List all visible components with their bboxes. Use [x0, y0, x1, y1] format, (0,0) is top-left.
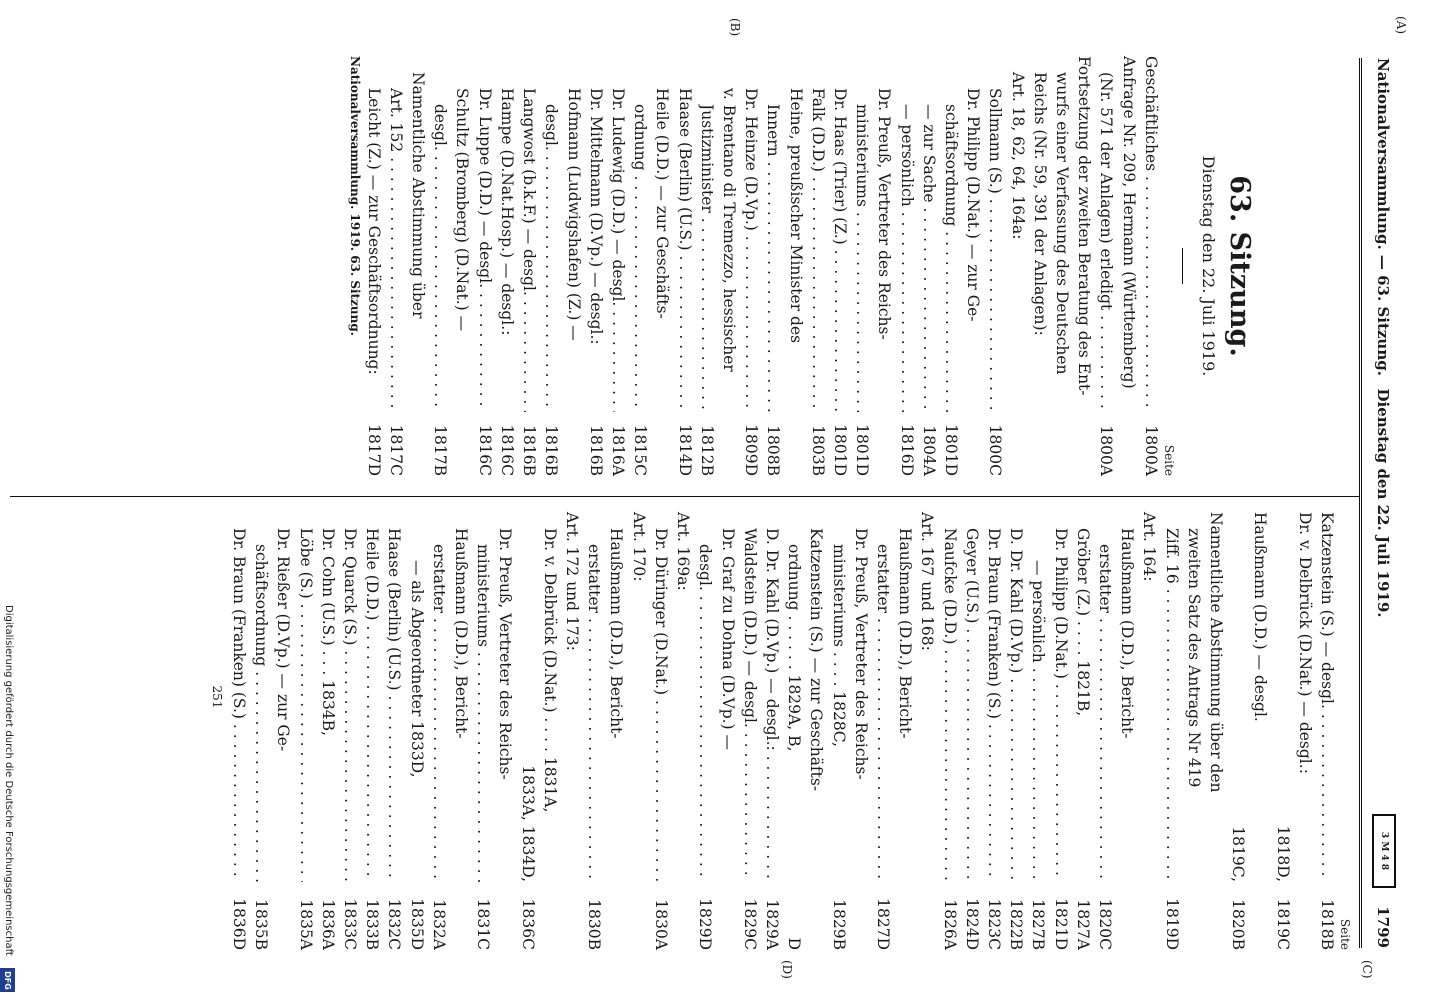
- toc-entry: Haußmann (D.D.), Bericht-: [607, 528, 626, 739]
- toc-entry: Dr. Philipp (D.Nat.) — zur Ge-: [964, 88, 983, 322]
- library-stamp: 3 M 4 8: [1372, 814, 1396, 888]
- toc-entry: Heile (D.D.) . . . 1833B: [361, 512, 383, 950]
- toc-entry: Geschäftliches . . . 1800A: [1140, 56, 1162, 476]
- toc-entry: Dr. Düringer (D.Nat.) . . . 1830A: [650, 512, 672, 950]
- footer-note: Nationalversammlung. 1919. 63. Sitzung.: [348, 56, 363, 336]
- toc-entry: ordnung . . . 1815C: [629, 56, 651, 476]
- marker-c: (C): [1360, 960, 1374, 979]
- toc-entry: Dr. Haas (Trier) (Z.) . . . 1801D: [829, 56, 851, 476]
- toc-entry: Katzenstein (S.) — desgl. . . . 1818B: [1316, 512, 1338, 950]
- toc-entry: Dr. v. Delbrück (D.Nat.) . . . . 1831A,: [540, 528, 559, 813]
- toc-entry: Hofmann (Ludwigshafen) (Z.) —: [564, 88, 583, 341]
- column-divider: [10, 496, 1360, 497]
- toc-entry: Falk (D.D.) . . . 1803B: [807, 56, 829, 476]
- toc-entry: Waldstein (D.D.) — desgl. . . . 1829C: [739, 512, 761, 950]
- toc-entry: Dr. Ludewig (D.D.) — desgl. . . . 1816A: [607, 56, 629, 476]
- toc-entry: erstatter . . . 1830B: [583, 512, 605, 950]
- running-header: [1362, 58, 1392, 948]
- left-column: [344, 56, 1352, 476]
- toc-entry: Haußmann (D.D.) — desgl.: [1251, 512, 1270, 722]
- toc-entry: desgl. . . . 1817B: [429, 56, 451, 476]
- toc-entry: 1818D, 1819C: [1273, 825, 1292, 950]
- toc-entry: Haußmann (D.D.), Bericht-: [896, 528, 915, 739]
- toc-entry: Anfrage Nr. 209, Hermann (Württemberg): [1119, 56, 1138, 389]
- toc-entry: Dr. Graf zu Dohna (D.Vp.) —: [718, 528, 737, 751]
- toc-entry: Dr. Luppe (D.D.) — desgl. . . . 1816C: [474, 56, 496, 476]
- toc-entry: Dr. Preuß, Vertreter des Reichs-: [875, 88, 894, 340]
- toc-entry: Sollmann (S.) . . . 1800C: [984, 56, 1006, 476]
- page-number: 1799: [1374, 906, 1392, 948]
- toc-entry: Dr. Mittelmann (D.Vp.) — desgl.: 1816B: [586, 88, 605, 476]
- toc-entry: Innern . . . 1808B: [762, 56, 784, 476]
- header-rule: [1359, 58, 1362, 948]
- toc-entry: — persönlich . . . 1827B: [1027, 512, 1049, 950]
- toc-entry: — zur Sache . . . 1804A: [918, 56, 940, 476]
- toc-entry: D. Dr. Kahl (D.Vp.) . . . 1822B: [1005, 512, 1027, 950]
- toc-entry: Schultz (Bromberg) (D.Nat.) —: [453, 88, 472, 332]
- header-date: Dienstag den 22. Juli 1919.: [1374, 388, 1392, 618]
- header-title: Nationalversammlung. — 63. Sitzung.: [1374, 58, 1392, 376]
- toc-entry: Haase (Berlin) (U.S.) . . . 1814D: [673, 56, 695, 476]
- toc-entry: Haußmann (D.D.), Bericht-: [452, 528, 471, 739]
- toc-entry: Art. 18, 62, 64, 164a:: [1008, 72, 1027, 240]
- toc-entry: Dr. Braun (Franken) (S.) . . . 1836D: [228, 512, 250, 950]
- toc-entry: Geyer (U.S.) . . . 1824D: [961, 512, 983, 950]
- toc-entry: wurfs einer Verfassung des Deutschen: [1052, 72, 1071, 375]
- toc-entry: Dr. Cohn (U.S.) . . . 1834B, 1836A: [318, 528, 337, 950]
- toc-entry: Katzenstein (S.) — zur Geschäfts-: [807, 528, 826, 792]
- toc-entry: Gröber (Z.) . . . . 1821B, 1827A: [1073, 528, 1092, 950]
- toc-entry: zweiten Satz des Antrags Nr 419: [1184, 528, 1203, 788]
- dfg-logo: [0, 968, 15, 992]
- toc-entry: Dr. Preuß, Vertreter des Reichs-: [851, 528, 870, 780]
- toc-entry: 1833A, 1834D, 1836C: [518, 765, 537, 950]
- toc-entry: Dr. Heinze (D.Vp.) . . . 1809D: [740, 56, 762, 476]
- toc-entry: Art. 164:: [1140, 512, 1159, 582]
- toc-entry: erstatter . . . 1832A: [428, 512, 450, 950]
- toc-entry: — persönlich . . . 1816D: [895, 56, 917, 476]
- toc-entry: Art. 170:: [629, 512, 648, 582]
- toc-entry: (Nr. 571 der Anlagen) erledigt . . . 1800A: [1095, 56, 1117, 476]
- toc-entry: Dr. Preuß, Vertreter des Reichs-: [496, 528, 515, 780]
- toc-entry: Reichs (Nr. 59, 391 der Anlagen):: [1030, 72, 1049, 336]
- toc-entry: Art. 167 und 168:: [918, 512, 937, 651]
- seite-label-right: Seite: [1338, 918, 1352, 950]
- seite-label: Seite: [1161, 444, 1176, 476]
- toc-entry: schäftsordnung . . . 1801D: [940, 56, 962, 476]
- title-rule: [1182, 248, 1183, 284]
- digitization-note: [0, 605, 16, 995]
- toc-entry: Haase (Berlin) (U.S.) . . . 1832C: [383, 512, 405, 950]
- toc-entry: — als Abgeordneter 1833D, 1835D: [407, 560, 426, 950]
- toc-entry: Naufcke (D.D.) . . . 1826A: [938, 512, 960, 950]
- toc-entry: desgl. . . . 1829D: [694, 512, 716, 950]
- toc-entry: Art. 169a:: [674, 512, 693, 591]
- session-title: 63. Sitzung.: [1224, 175, 1255, 357]
- toc-entry: Justizminister . . . 1812B: [696, 56, 718, 476]
- toc-entry: desgl. . . . 1816B: [540, 56, 562, 476]
- toc-entry: ministeriums . . . . 1828C, 1829B: [829, 544, 848, 950]
- toc-entry: Art. 152 . . . 1817C: [385, 56, 407, 476]
- toc-entry: Heine, preußischer Minister des: [786, 88, 805, 344]
- toc-entry: Löbe (S.) . . . 1835A: [294, 512, 316, 950]
- toc-entry: Heile (D.D.) — zur Geschäfts-: [653, 88, 672, 319]
- toc-entry: Langwost (b.k.F.) — desgl. . . . 1816B: [518, 56, 540, 476]
- toc-entry: Ziff. 16 . . . 1819D: [1160, 512, 1182, 950]
- toc-entry: schäftsordnung . . . 1835B: [250, 512, 272, 950]
- marker-d: (D): [780, 960, 794, 979]
- marker-b: (B): [728, 18, 742, 37]
- dfg-logo-text: DFG: [3, 970, 13, 990]
- toc-entry: 1819C, 1820B: [1229, 826, 1248, 950]
- toc-entry: Dr. Braun (Franken) (S.) . . . 1823C: [983, 512, 1005, 950]
- right-column: [206, 512, 1352, 950]
- toc-entry: Dr. Quarck (S.) . . . 1833C: [339, 512, 361, 950]
- toc-entry: erstatter . . . 1827D: [872, 512, 894, 950]
- toc-entry: D. Dr. Kahl (D.Vp.) — desgl.: . . . 1829A: [761, 512, 783, 950]
- toc-entry: Namentliche Abstimmung über: [409, 72, 428, 319]
- toc-entry: Hampe (D.Nat.Hosp.) — desgl.: 1816C: [497, 88, 516, 476]
- sheet-number: 251: [209, 685, 224, 709]
- toc-entry: erstatter . . . 1820C: [1094, 512, 1116, 950]
- toc-entry: Fortsetzung der zweiten Beratung des Ent-: [1075, 56, 1094, 396]
- marker-a: (A): [1394, 16, 1408, 35]
- toc-entry: ministeriums . . . 1801D: [851, 56, 873, 476]
- toc-entry: ordnung . . . . . . 1829A, B, D: [785, 544, 804, 950]
- toc-entry: Dr. Philipp (D.Nat.) . . . 1821D: [1049, 512, 1071, 950]
- digitization-text: Digitalisierung gefördert durch die Deutsche Forschungsgemeinschaft: [3, 605, 14, 956]
- toc-entry: ministeriums . . . 1831C: [472, 512, 494, 950]
- toc-entry: v. Brentano di Tremezzo, hessischer: [719, 88, 738, 372]
- toc-entry: Haußmann (D.D.), Bericht-: [1118, 528, 1137, 739]
- toc-entry: Dr. v. Delbrück (D.Nat.) — desgl.:: [1295, 512, 1314, 774]
- session-date: Dienstag den 22. Juli 1919.: [1199, 155, 1218, 377]
- toc-entry: Namentliche Abstimmung über den: [1206, 512, 1225, 793]
- toc-entry: Leicht (Z.) — zur Geschäftsordnung: 1817D: [364, 88, 383, 476]
- toc-entry: Art. 172 und 173:: [563, 512, 582, 651]
- toc-entry: Dr. Rießer (D.Vp.) — zur Ge-: [274, 528, 293, 752]
